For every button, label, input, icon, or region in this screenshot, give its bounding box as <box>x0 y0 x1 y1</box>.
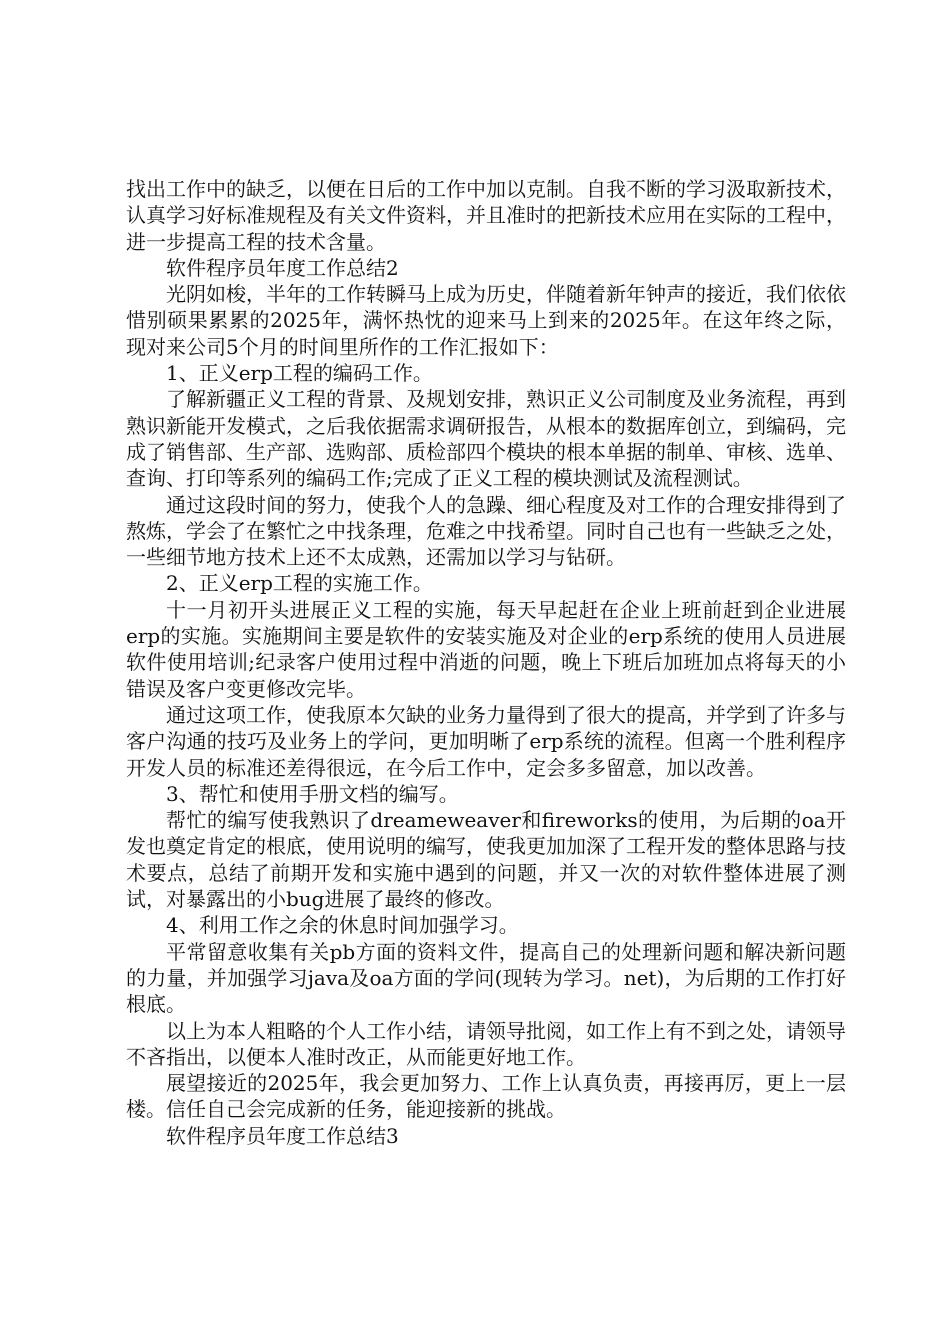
paragraph-item-1-detail: 了解新疆正义工程的背景、及规划安排，熟识正义公司制度及业务流程，再到熟识新能开发模式，之后我依据需求调研报告，从根本的数据库创立，到编码，完成了销售部、生产部、选购部、质检部四个模块的根本单据的制单、审核、选单、查询、打印等系列的编码工作;完成了正义工程的模块测试及流程测试。 <box>126 387 846 491</box>
document-body <box>126 176 846 1149</box>
section-heading-summary-3: 软件程序员年度工作总结3 <box>166 1123 399 1148</box>
paragraph-closing-request: 以上为本人粗略的个人工作小结，请领导批阅，如工作上有不到之处，请领导不吝指出，以便本人准时改正，从而能更好地工作。 <box>126 1018 846 1069</box>
paragraph-item-4-detail: 平常留意收集有关pb方面的资料文件，提高自己的处理新问题和解决新问题的力量，并加强学习java及oa方面的学问(现转为学习。net)，为后期的工作打好根底。 <box>126 939 846 1017</box>
paragraph-item-3-detail: 帮忙的编写使我熟识了dreameweaver和fireworks的使用，为后期的oa开发也奠定肯定的根底，使用说明的编写，使我更加加深了工程开发的整体思路与技术要点，总结了前期开发和实施中遇到的问题，并又一次的对软件整体进展了测试，对暴露出的小bug进展了最终的修改。 <box>126 808 846 912</box>
paragraph-item-1-reflection: 通过这段时间的努力，使我个人的急躁、细心程度及对工作的合理安排得到了熬炼，学会了在繁忙之中找条理，危难之中找希望。同时自己也有一些缺乏之处，一些细节地方技术上还不太成熟，还需加以学习与钻研。 <box>126 492 846 570</box>
paragraph-item-2-detail: 十一月初开头进展正义工程的实施，每天早起赶在企业上班前赶到企业进展erp的实施。实施期间主要是软件的安装实施及对企业的erp系统的使用人员进展软件使用培训;纪录客户使用过程中消逝的问题，晚上下班后加班加点将每天的小错误及客户变更修改完毕。 <box>126 597 846 701</box>
item-heading-2: 2、正义erp工程的实施工作。 <box>166 571 433 596</box>
item-heading-4: 4、利用工作之余的休息时间加强学习。 <box>166 913 519 938</box>
item-heading-1: 1、正义erp工程的编码工作。 <box>166 361 433 386</box>
paragraph-opening: 光阴如梭，半年的工作转瞬马上成为历史，伴随着新年钟声的接近，我们依依惜别硕果累累的2025年，满怀热忱的迎来马上到来的2025年。在这年终之际，现对来公司5个月的时间里所作的工作汇报如下： <box>126 282 846 359</box>
paragraph-intro-continuation: 找出工作中的缺乏，以便在日后的工作中加以克制。自我不断的学习汲取新技术，认真学习好标准规程及有关文件资料，并且准时的把新技术应用在实际的工程中，进一步提高工程的技术含量。 <box>126 177 846 254</box>
section-heading-summary-2: 软件程序员年度工作总结2 <box>166 255 399 280</box>
item-heading-3: 3、帮忙和使用手册文档的编写。 <box>166 781 459 806</box>
paragraph-outlook: 展望接近的2025年，我会更加努力、工作上认真负责，再接再厉，更上一层楼。信任自己会完成新的任务，能迎接新的挑战。 <box>126 1071 846 1122</box>
paragraph-item-2-reflection: 通过这项工作，使我原本欠缺的业务力量得到了很大的提高，并学到了许多与客户沟通的技巧及业务上的学问，更加明晰了erp系统的流程。但离一个胜利程序开发人员的标准还差得很远，在今后工作中，定会多多留意，加以改善。 <box>126 702 846 780</box>
